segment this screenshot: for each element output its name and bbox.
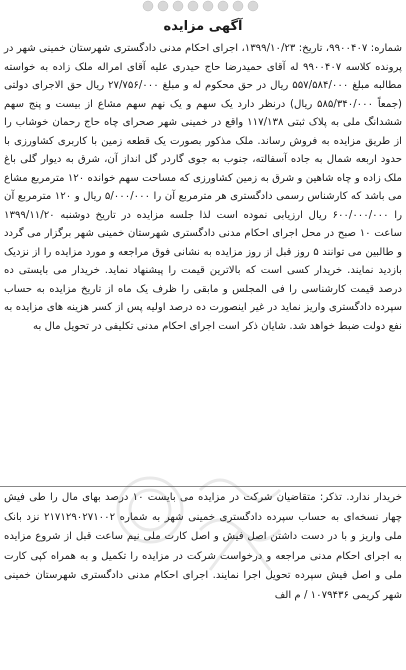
notice-body-main: شماره: ۹۹۰۰۴۰۷، تاریخ: ۱۳۹۹/۱۰/۲۳، اجرای احکام مدنی دادگستری شهرستان خمینی شهر در پرونده کلاسه ۹۹۰۰۴۰۷ له آقای حمیدرضا حاج حیدری علیه آقای امراله ملک زاده به خواسته مطالبه مبلغ ۵۵۷/۵۸۴/۰۰۰ ریال در حق محکوم له و مبلغ ۲۷/۷۵۶/۰۰۰ ریال حق الاجرای دولتی (جمعاً ۵۸۵/۳۴۰/۰۰۰ ریال) درنظر دارد یک سهم و یک نهم سهم مشاع از بیست و پنج سهم ششدانگ ملی به پلاک ثبتی ۱۱۷/۱۳۸ واقع در خمینی شهر صحرای چاه حاج رحمان خوشاب را از طریق مزایده به فروش رساند. ملک مذکور بصورت یک قطعه زمین با کاربری کشاورزی با حدود اربعه شمال به جاده آسفالته، جنوب به جوی گاردر گل انداز آن، شرق به دیوار گلی باغ ملک زاده و چاه شاهین و شرق به زمین کشاورزی که مساحت سهم خوانده ۱۲۰ مترمربع مشاع می باشد که کارشناس رسمی دادگستری هر مترمربع آن را ۵/۰۰۰/۰۰۰ ریال و ۱۲۰ مترمربع آن را ۶۰۰/۰۰۰/۰۰۰ ریال ارزیابی نموده است لذا جلسه مزایده در تاریخ دوشنبه ۱۳۹۹/۱۱/۲۰ ساعت ۱۰ صبح در محل اجرای احکام مدنی دادگستری شهرستان خمینی شهر برگزار می گردد و طالبین می توانند ۵ روز قبل از روز مزایده به نشانی فوق مراجعه و مورد مزایده را از نزدیک بازدید نمایند. خریدار کسی است که بالاترین قیمت را پیشنهاد نماید. خریدار می بایستی ده درصد قیمت کارشناسی را فی المجلس و مابقی را ظرف یک ماه از تاریخ مزایده به حساب سپرده دادگستری واریز نماید در غیر اینصورت ده درصد اولیه پس از کسر هزینه های مزایده به نفع دولت ضبط خواهد شد. شایان ذکر است اجرای احکام مدنی تکلیفی در تحویل مال به	[4, 43, 402, 332]
header-ornament	[0, 0, 406, 16]
notice-body-note: خریدار ندارد. تذکر: متقاضیان شرکت در مزایده می بایست ۱۰ درصد بهای مال را طی فیش چهار نسخه‌ای به حساب سپرده دادگستری خمینی شهر به شماره ۲۱۷۱۲۹۰۲۷۱۰۰۲ نزد بانک ملی واریز و با در دست داشتن اصل فیش و اصل کارت ملی نیم ساعت قبل از شروع مزایده به اجرای احکام مدنی مراجعه و درخواست شرکت در مزایده را تکمیل و به همراه کپی کارت ملی و اصل فیش سپرده تحویل اجرا نمایند. اجرای احکام مدنی دادگستری شهرستان خمینی شهر کریمی ۱۰۷۹۴۳۶ / م الف	[4, 492, 402, 601]
notice-title: آگهی مزایده	[163, 19, 243, 34]
section-divider	[0, 486, 406, 487]
